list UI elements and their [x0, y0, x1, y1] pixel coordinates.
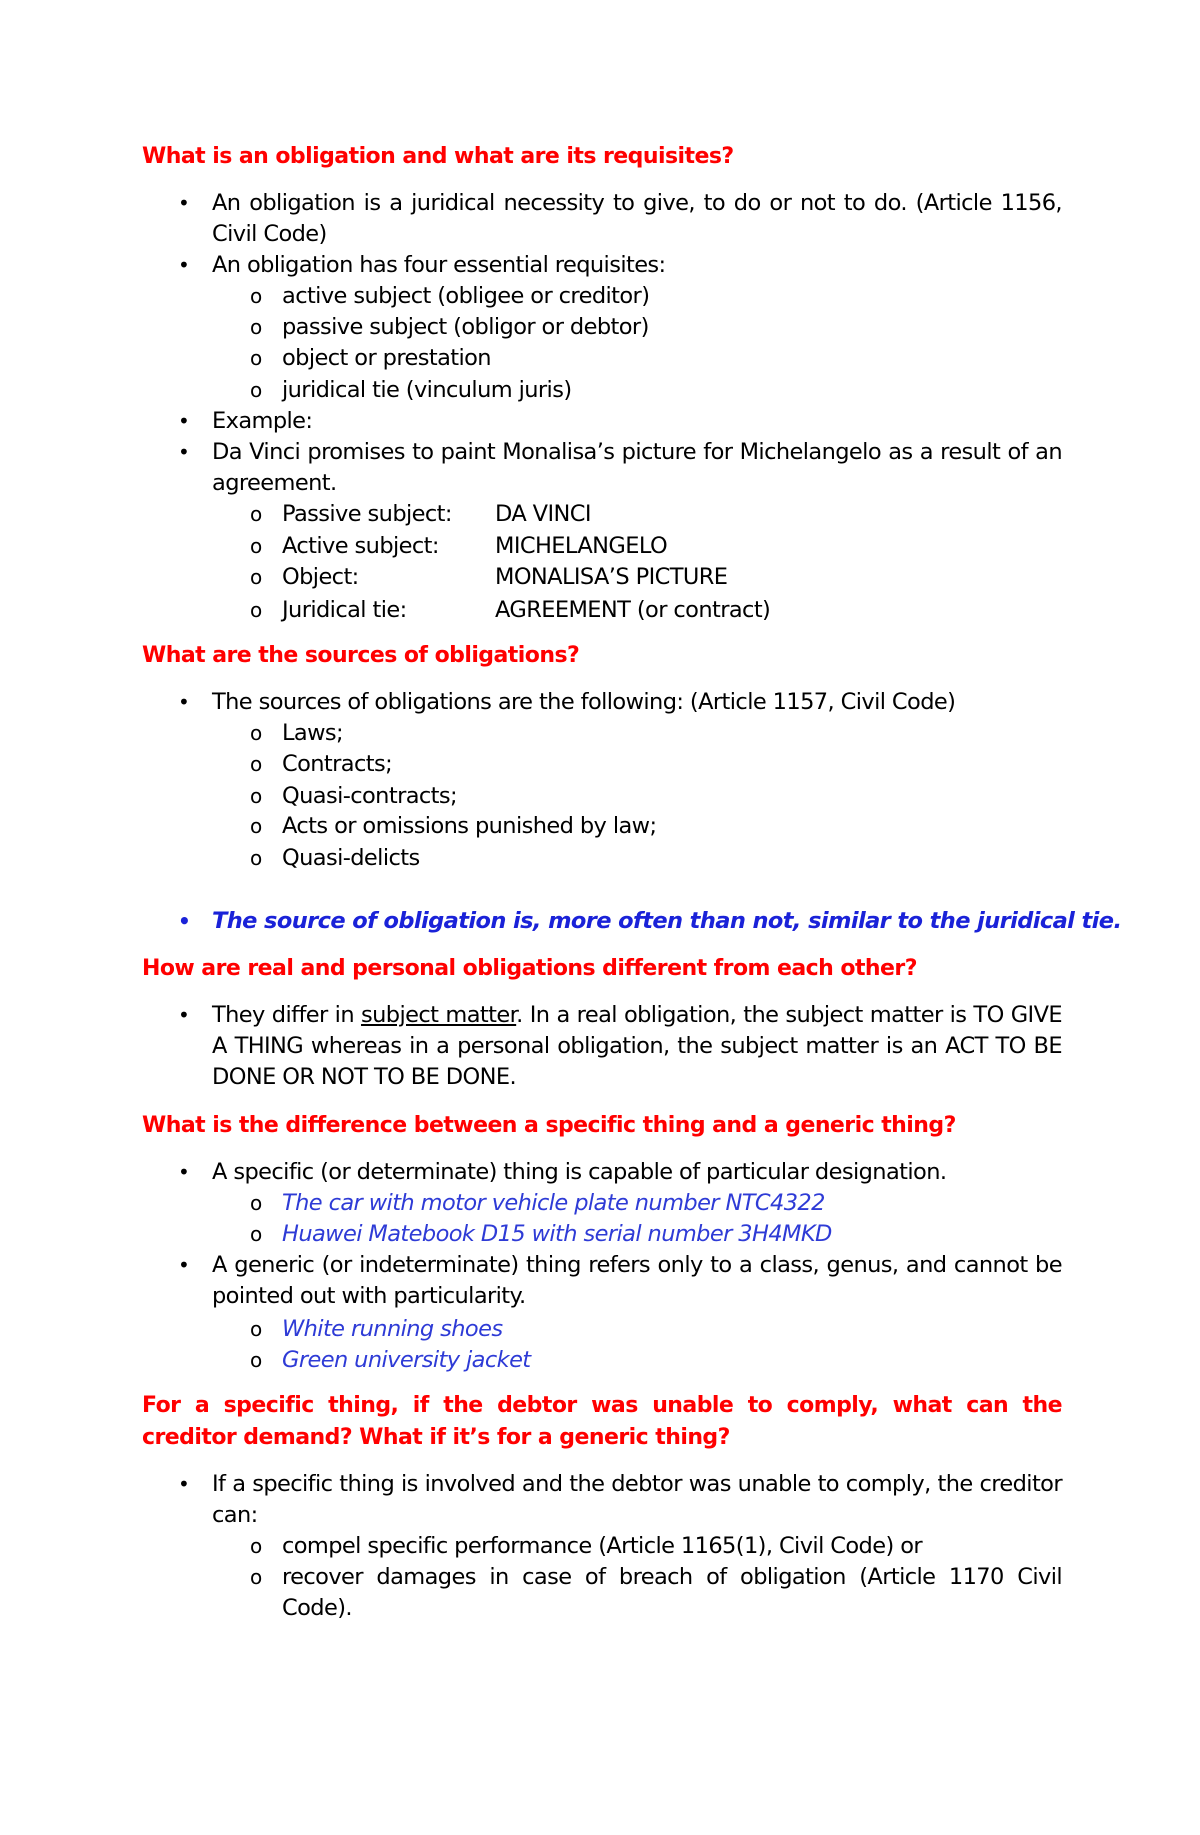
generic-definition: A generic (or indeterminate) thing refers only to a class, genus, and cannot be pointed out with particularity.: [212, 1252, 1062, 1309]
example-row: [282, 562, 1062, 593]
heading-real-personal: How are real and personal obligations different from each other?: [142, 956, 917, 981]
bullet: •: [178, 909, 191, 933]
example-row: [282, 531, 1062, 562]
bullet: •: [178, 1472, 190, 1496]
specific-example: Huawei Matebook D15 with serial number 3H4MKD: [282, 1221, 832, 1247]
sub-bullet: o: [250, 284, 263, 308]
remedy-item: compel specific performance (Article 1165(1), Civil Code) or: [282, 1533, 923, 1559]
source-item: Quasi-contracts;: [282, 783, 458, 809]
sub-bullet: o: [250, 1565, 263, 1589]
underlined-term: subject matter: [361, 1002, 517, 1028]
heading-specific-generic: What is the difference between a specific thing and a generic thing?: [142, 1113, 956, 1138]
sub-bullet: o: [250, 502, 263, 526]
sub-bullet: o: [250, 1348, 263, 1372]
example-row-value: AGREEMENT (or contract): [495, 597, 771, 623]
example-row-value: MONALISA’S PICTURE: [495, 564, 728, 590]
example-row-value: MICHELANGELO: [495, 533, 668, 559]
source-item: Contracts;: [282, 751, 393, 777]
sub-bullet: o: [250, 721, 263, 745]
bullet: •: [178, 1160, 190, 1184]
sub-bullet: o: [250, 1191, 263, 1215]
sub-bullet: o: [250, 315, 263, 339]
sub-bullet: o: [250, 1534, 263, 1558]
example-row-label: Object:: [282, 564, 359, 590]
sub-bullet: o: [250, 846, 263, 870]
bullet: •: [178, 690, 190, 714]
text-segment: . In a real obligation, the subject matter is TO GIVE A THING whereas in a personal obligation, the subject matter is an ACT TO BE DONE OR NOT TO BE DONE.: [212, 1002, 1062, 1090]
source-note: The source of obligation is, more often than not, similar to the juridical tie.: [212, 908, 1122, 934]
example-row: [282, 499, 1062, 530]
example-text: Da Vinci promises to paint Monalisa’s picture for Michelangelo as a result of an agreement.: [212, 439, 1062, 496]
bullet: •: [178, 440, 190, 464]
sub-bullet: o: [250, 1222, 263, 1246]
requisite-item: active subject (obligee or creditor): [282, 283, 650, 309]
example-row-label: Juridical tie:: [282, 597, 407, 623]
example-label: Example:: [212, 408, 313, 434]
bullet: •: [178, 1253, 190, 1277]
bullet: •: [178, 1003, 190, 1027]
heading-sources: What are the sources of obligations?: [142, 643, 580, 668]
requisite-item: juridical tie (vinculum juris): [282, 377, 572, 403]
example-row-label: Active subject:: [282, 533, 439, 559]
sub-bullet: o: [250, 534, 263, 558]
generic-example: Green university jacket: [282, 1347, 531, 1373]
obligation-definition: An obligation is a juridical necessity to give, to do or not to do. (Article 1156, Civil Code): [212, 190, 1062, 247]
requisite-item: object or prestation: [282, 345, 491, 371]
sub-bullet: o: [250, 814, 263, 838]
remedy-item: recover damages in case of breach of obligation (Article 1170 Civil Code).: [282, 1564, 1062, 1621]
specific-remedies-intro: If a specific thing is involved and the debtor was unable to comply, the creditor can:: [212, 1471, 1062, 1528]
specific-definition: A specific (or determinate) thing is capable of particular designation.: [212, 1159, 947, 1185]
heading-obligation-requisites: What is an obligation and what are its requisites?: [142, 144, 734, 169]
sub-bullet: o: [250, 752, 263, 776]
source-item: Laws;: [282, 720, 344, 746]
real-personal-text: [212, 1000, 1062, 1093]
example-row-label: Passive subject:: [282, 501, 452, 527]
sub-bullet: o: [250, 346, 263, 370]
example-row: [282, 595, 1062, 626]
specific-example: The car with motor vehicle plate number NTC4322: [282, 1190, 825, 1216]
sub-bullet: o: [250, 378, 263, 402]
requisites-intro: An obligation has four essential requisites:: [212, 252, 666, 278]
generic-example: White running shoes: [282, 1316, 503, 1342]
sources-intro: The sources of obligations are the following: (Article 1157, Civil Code): [212, 689, 956, 715]
bullet: •: [178, 191, 190, 215]
bullet: •: [178, 409, 190, 433]
source-item: Quasi-delicts: [282, 845, 420, 871]
sub-bullet: o: [250, 1317, 263, 1341]
sub-bullet: o: [250, 565, 263, 589]
source-item: Acts or omissions punished by law;: [282, 813, 657, 839]
text-segment: They differ in: [212, 1002, 362, 1028]
requisite-item: passive subject (obligor or debtor): [282, 314, 649, 340]
bullet: •: [178, 253, 190, 277]
heading-debtor-noncompliance: For a specific thing, if the debtor was unable to comply, what can the creditor demand? What if it’s for a generic thing?: [142, 1393, 1062, 1450]
example-row-value: DA VINCI: [495, 501, 591, 527]
sub-bullet: o: [250, 784, 263, 808]
sub-bullet: o: [250, 598, 263, 622]
